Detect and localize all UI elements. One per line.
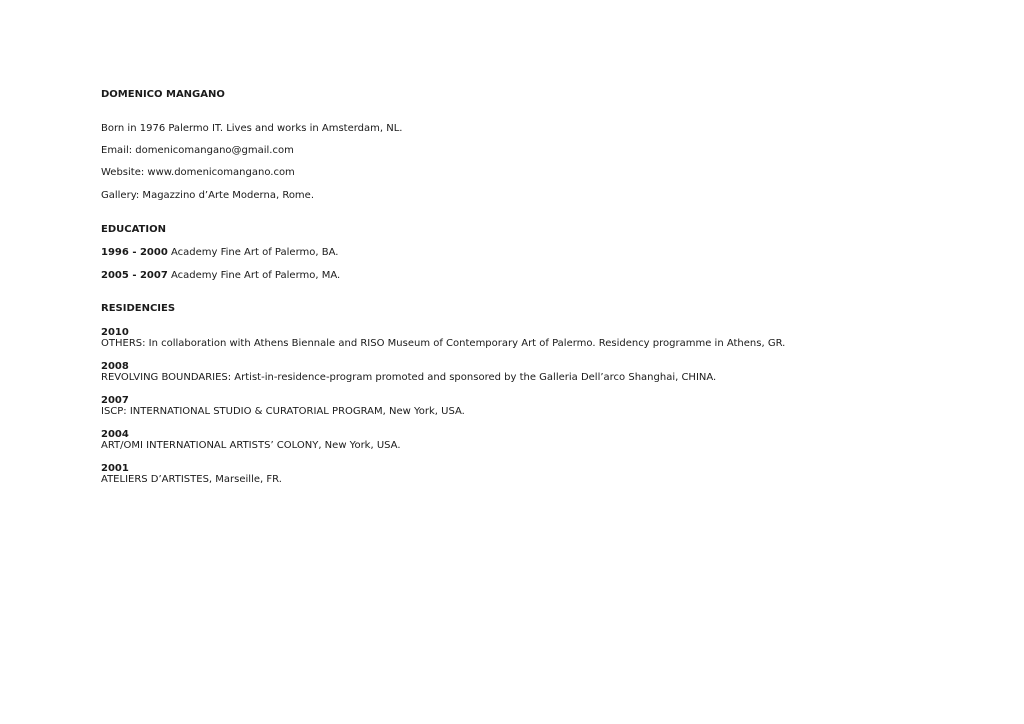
residency-year: 2001 [101,463,129,474]
residencies-heading: RESIDENCIES [101,303,176,314]
education-years: 2005 - 2007 [101,270,168,281]
residency-entry [101,463,981,485]
education-heading: EDUCATION [101,224,166,235]
residency-year: 2010 [101,327,129,338]
education-item [101,247,981,258]
bio-born: Born in 1976 Palermo IT. Lives and works in Amsterdam, NL. [101,123,403,134]
residency-description: ATELIERS D’ARTISTES, Marseille, FR. [101,474,282,485]
residency-description: OTHERS: In collaboration with Athens Biennale and RISO Museum of Contemporary Art of Palermo. Residency programme in Athens, GR. [101,338,786,349]
education-years: 1996 - 2000 [101,247,168,258]
bio-gallery: Gallery: Magazzino d’Arte Moderna, Rome. [101,190,315,201]
residency-entry [101,327,981,349]
residency-description: REVOLVING BOUNDARIES: Artist-in-residence-program promoted and sponsored by the Galleria Dell’arco Shanghai, CHINA. [101,372,717,383]
education-item [101,270,981,281]
residency-year: 2008 [101,361,129,372]
education-text: Academy Fine Art of Palermo, MA. [167,270,341,281]
education-text: Academy Fine Art of Palermo, BA. [167,247,339,258]
residency-description: ISCP: INTERNATIONAL STUDIO & CURATORIAL PROGRAM, New York, USA. [101,406,465,417]
residency-entry [101,429,981,451]
residency-description: ART/OMI INTERNATIONAL ARTISTS’ COLONY, New York, USA. [101,440,401,451]
cv-document [101,89,981,485]
bio-website: Website: www.domenicomangano.com [101,167,295,178]
residency-entry [101,361,981,383]
residency-year: 2007 [101,395,129,406]
residency-year: 2004 [101,429,129,440]
residency-entry [101,395,981,417]
artist-name: DOMENICO MANGANO [101,89,225,100]
bio-email: Email: domenicomangano@gmail.com [101,145,294,156]
